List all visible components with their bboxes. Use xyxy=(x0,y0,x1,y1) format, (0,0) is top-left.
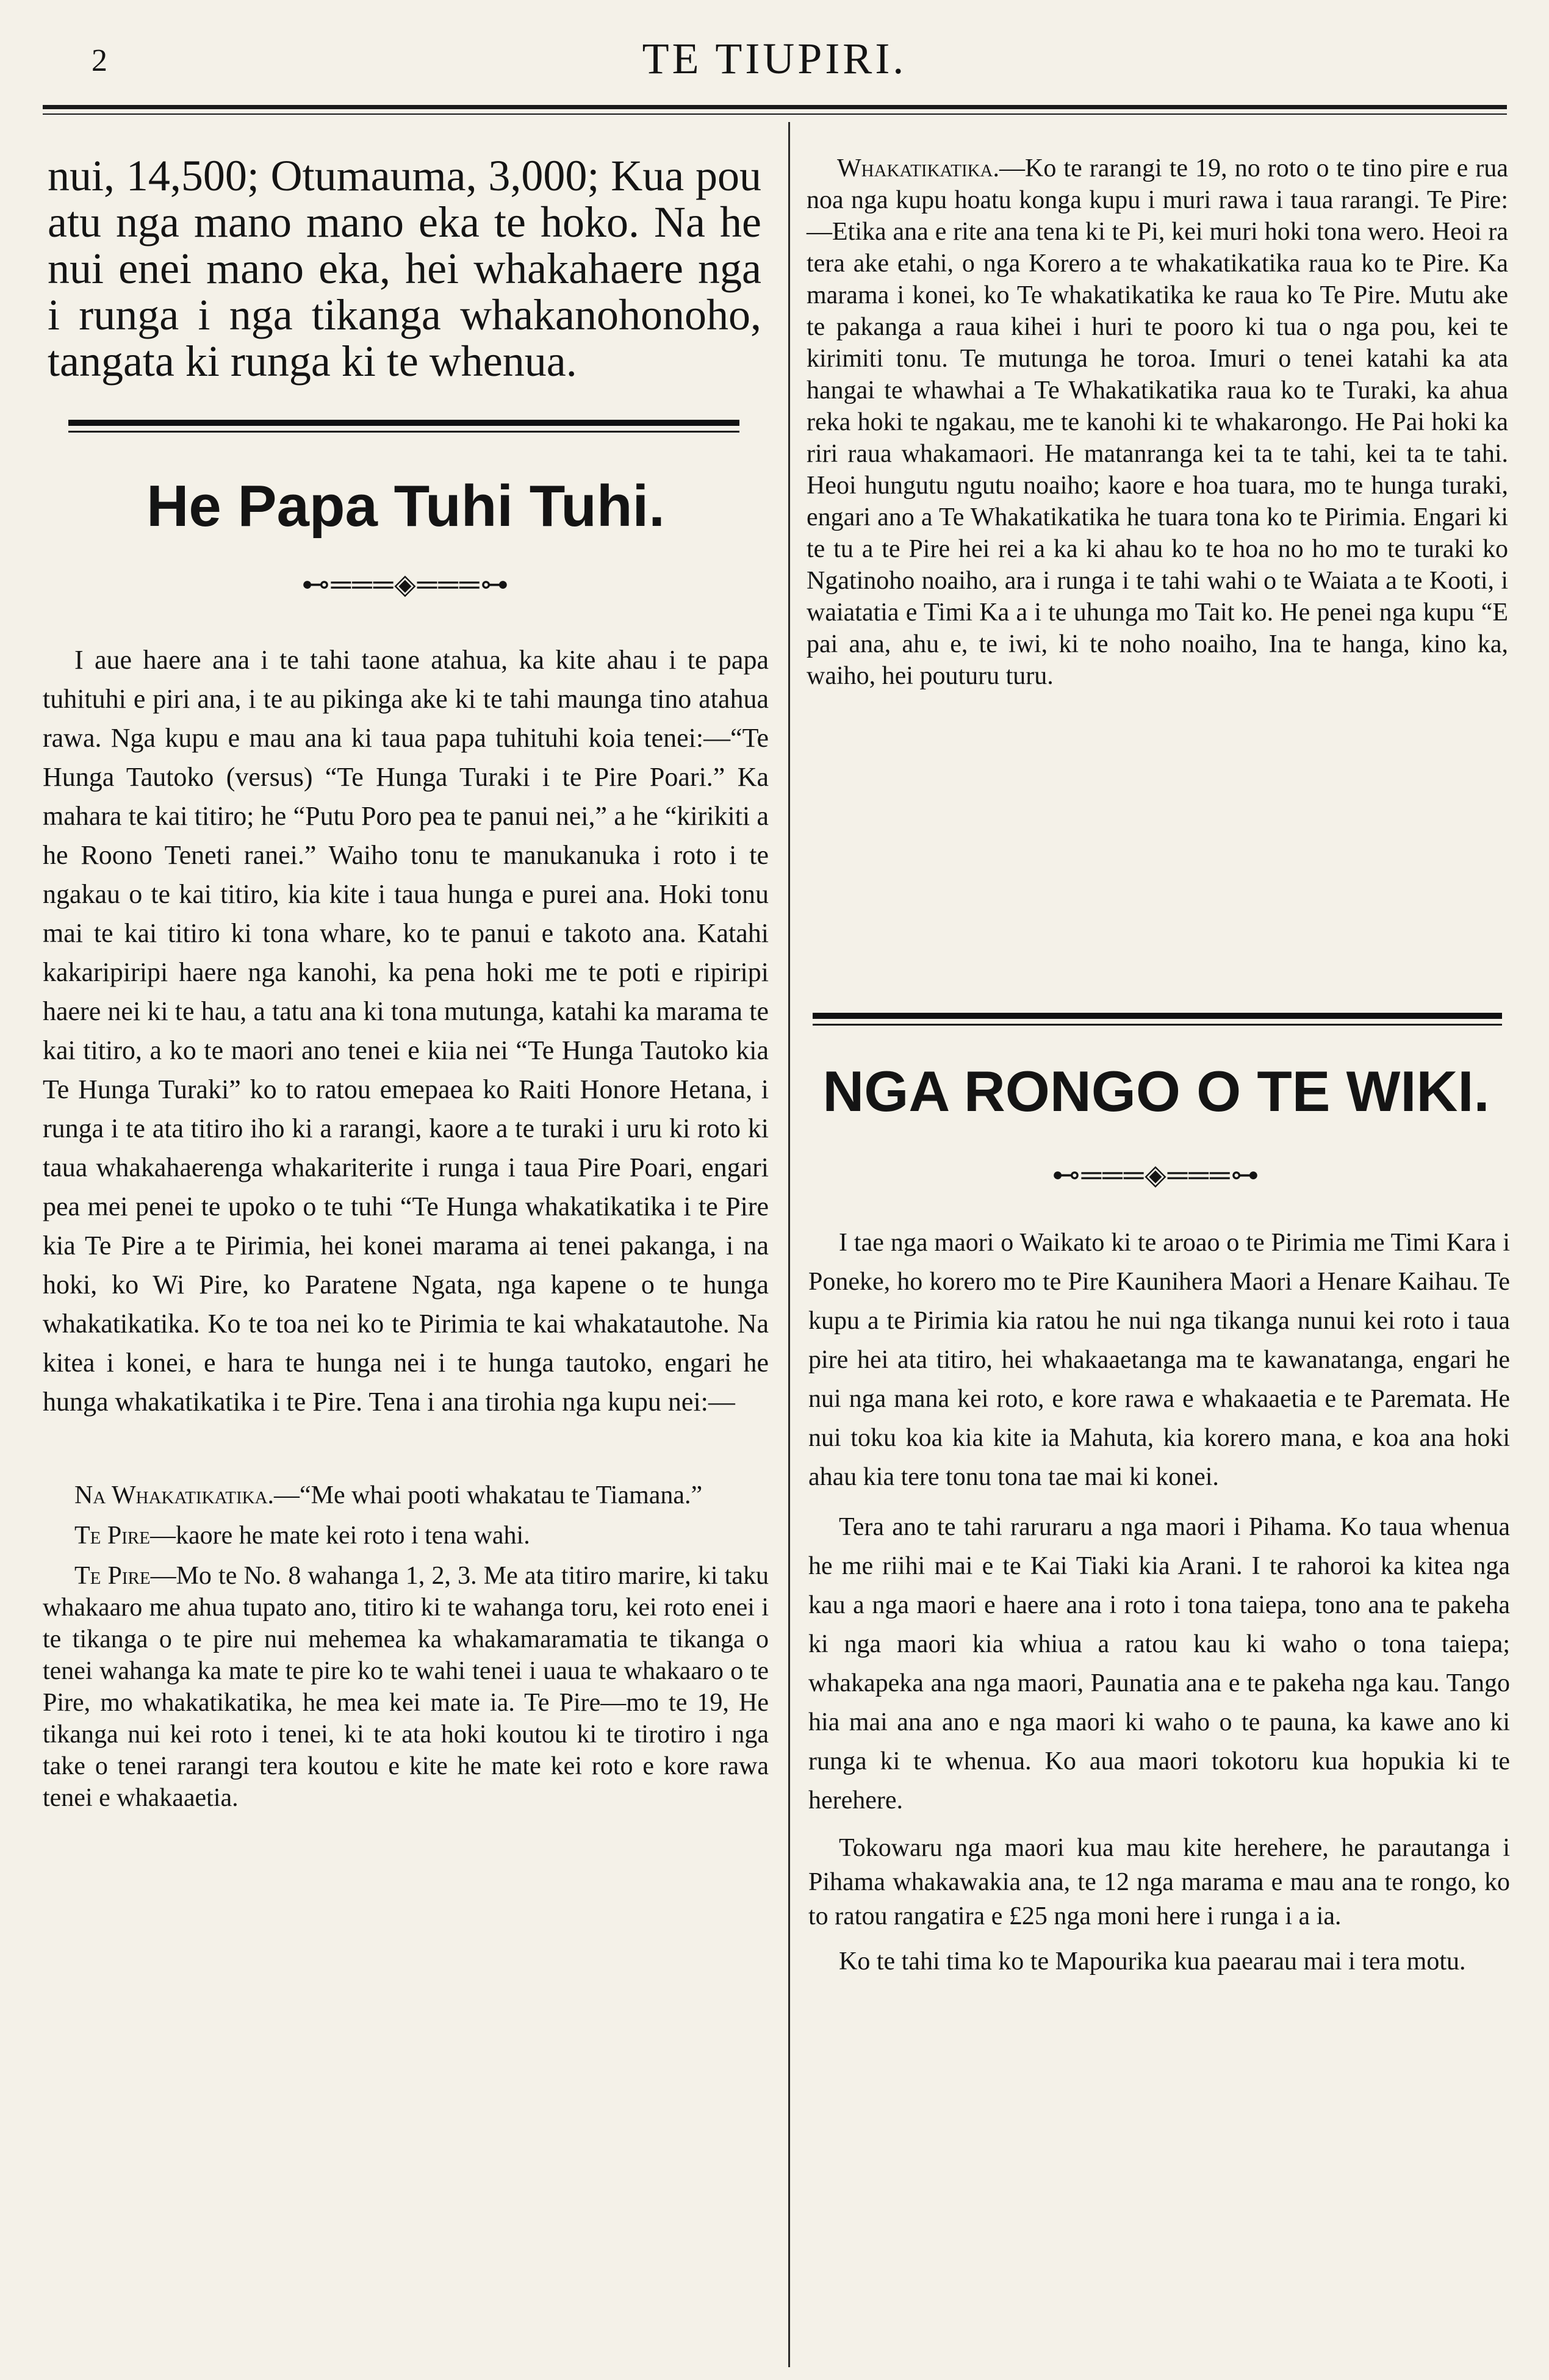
article-paragraph xyxy=(43,1479,769,1511)
section-rule-thin xyxy=(813,1024,1502,1026)
paragraph-text: —“Me whai pooti whakatau te Tiamana.” xyxy=(274,1481,703,1509)
page-number: 2 xyxy=(92,43,107,78)
paragraph-lead: Whakatikatika. xyxy=(837,154,999,182)
header-rule xyxy=(43,105,1507,109)
article-body-continued xyxy=(43,1479,769,1822)
section-rule xyxy=(813,1013,1502,1019)
continuation-article xyxy=(807,153,1508,692)
news-body xyxy=(808,1223,1510,1990)
news-paragraph: Ko te tahi tima ko te Mapourika kua paearau mai i tera motu. xyxy=(839,1947,1466,1976)
article-body xyxy=(43,641,769,1422)
column-divider xyxy=(788,122,790,2367)
section-rule-thin xyxy=(68,431,739,433)
continuation-paragraph xyxy=(807,153,1508,692)
article-heading: He Papa Tuhi Tuhi. xyxy=(146,473,665,539)
ornament-divider: ⊷═══◈═══⊶ xyxy=(301,569,510,600)
news-paragraph: I tae nga maori o Waikato ki te aroao o te Pirimia me Timi Kara i Poneke, ho korero mo te Pire Kaunihera Maori a Henare Kaihau. Te kupu a te Pirimia kia ratou he nui nga tikanga nunui kei roto i taua pire hei ata titiro, hei whakaaetanga ma te kawanatanga, engari he nui nga mana kei roto, e kore rawa e whakaaetia e te Paremata. He nui toku koa kia kite ia Mahuta, kia korero mana, e koa ana hoki ahau kia tere tonu tona tae mai ki konei. xyxy=(808,1229,1510,1491)
news-heading: NGA RONGO O TE WIKI. xyxy=(822,1059,1490,1123)
article-paragraph xyxy=(43,1560,769,1814)
paragraph-lead: Te Pire xyxy=(74,1522,150,1550)
paragraph-text: —Ko te rarangi te 19, no roto o te tino pire e rua noa nga kupu hoatu konga kupu i muri rawa i taua rarangi. Te Pire:—Etika ana e rite ana tena ki te Pi, kei muri hoki tona wero. Heoi ra tera ake etahi, o nga Korero a te whakatikatika raua ko te Pire. Ka marama i konei, ko Te whakatikatika ke raua ko Te Pire. Mutu ake te pakanga a raua kihei i huri te pooro ki tua o nga pou, kei te kirimiti tonu. Te mutunga he toroa. Imuri o tenei katahi ka ata hangai te whawhai a Te Whakatikatika raua ko te Turaki, ka ahua reka hoki te ngakau, me te kanohi ki te whakarongo. He Pai hoki ka riri raua whakamaori. He matanranga kei ta te tahi, kei ta te tahi. Heoi hungutu ngutu noaiho; kaore e hoa tuara, mo te hunga turaki, engari ano a Te Whakatikatika he tuara tona ko te Pirimia. Engari ki te tu a te Pire hei rei a ka ki ahau ko te hoa no ho mo te turaki ko Ngatinoho noaiho, ara i runga i te tahi wahi o te Waiata a te Kooti, i waiatatia e Timi Ka a i te uhunga mo Tait ko. He penei nga kupu “E pai ana, ahu e, te iwi, ki te noho noaiho, Ina te hanga, kino ka, waiho, hei pouturu turu. xyxy=(807,154,1508,690)
paragraph-text: —Mo te No. 8 wahanga 1, 2, 3. Me ata titiro marire, ki taku whakaaro me ahua tupato ano, titiro ki te wahanga toru, kei roto enei i te tikanga o te pire nui mehemea ka whakamaramatia te tikanga o tenei wahanga ka mate te pire ko te wahi tenei i uaua te whakaaro o te Pire, mo whakatikatika, he mea kei mate ia. Te Pire—mo te 19, He tikanga nui kei roto i tenei, ki te ata hoki koutou ki te tirotiro i nga take o tenei rarangi tera koutou e kite he mate kei roto e kore rawa tenei e whakaaetia. xyxy=(43,1562,769,1812)
newspaper-title: TE TIUPIRI. xyxy=(642,34,907,83)
paragraph-lead: Te Pire xyxy=(74,1562,151,1590)
ornament-divider: ⊷═══◈═══⊶ xyxy=(1052,1159,1260,1190)
lead-text: nui, 14,500; Otumauma, 3,000; Kua pou atu nga mano mano eka te hoko. Na he nui enei mano eka, hei whakahaere nga i runga i nga tikanga whakanohonoho, tangata ki runga ki te whenua. xyxy=(48,151,761,386)
article-paragraph xyxy=(43,1520,769,1551)
header-rule-thin xyxy=(43,113,1507,115)
paragraph-lead: Na Whakatikatika. xyxy=(74,1481,275,1509)
news-paragraph: Tokowaru nga maori kua mau kite herehere, he parautanga i Pihama whakawakia ana, te 12 nga marama e mau ana te rongo, ko to ratou rangatira e £25 nga moni here i runga i a ia. xyxy=(808,1834,1510,1930)
paragraph-text: —kaore he mate kei roto i tena wahi. xyxy=(149,1522,530,1550)
news-paragraph: Tera ano te tahi raruraru a nga maori i Pihama. Ko taua whenua he me riihi mai e te Kai Tiaki kia Arani. I te rahoroi ka kitea nga kau a nga maori e haere ana i roto i tona taiepa, tono ana te pakeha ki nga maori kia whiua a ratou kau ki waho o tona taiepa; whakapeka ana nga maori, Paunatia ana e te pakeha nga kau. Tango hia mai ana ano e nga maori ki waho o te pauna, ka kawe ano ki runga ki te whenua. Ko aua maori tokotoru kua hopukia ki te herehere. xyxy=(808,1513,1510,1814)
left-lead-paragraph xyxy=(48,153,761,384)
article-paragraph: I aue haere ana i te tahi taone atahua, ka kite ahau i te papa tuhituhi e piri ana, i te au pikinga ake ki te tahi maunga tino atahua rawa. Nga kupu e mau ana ki taua papa tuhituhi koia tenei:—“Te Hunga Tautoko (versus) “Te Hunga Turaki i te Pire Poari.” Ka mahara te kai titiro; he “Putu Poro pea te panui nei,” a he “kirikiti a he Roono Teneti ranei.” Waiho tonu te manukanuka i roto i te ngakau o te kai titiro, kia kite i taua hunga e purei ana. Hoki tonu mai te kai titiro ki tona whare, ko te panui e takoto ana. Katahi kakaripiripi haere nga kanohi, ka pena hoki me te poti e ripiripi haere nei ki te hau, a tatu ana ki tona mutunga, katahi ka marama te kai titiro, a ko te maori ano tenei e kiia nei “Te Hunga Tautoko kia Te Hunga Turaki” ko to ratou emepaea ko Raiti Honore Hetana, i runga i te ata titiro iho ki a rarangi, kaore a te turaki i uru ki roto ki taua whakahaerenga whakariterite i runga i taua Pire Poari, engari pea mei penei te upoko o te tuhi “Te Hunga whakatikatika i te Pire kia Te Pire a te Pirimia, hei konei marama ai tenei pakanga, i na hoki, ko Wi Pire, ko Paratene Ngata, nga kapene o te hunga whakatikatika. Ko te toa nei ko te Pirimia te kai whakatautohe. Na kitea i konei, e hara te hunga nei i te hunga tautoko, engari he hunga whakatikatika i te Pire. Tena i ana tirohia nga kupu nei:— xyxy=(43,645,769,1417)
section-rule xyxy=(68,420,739,426)
